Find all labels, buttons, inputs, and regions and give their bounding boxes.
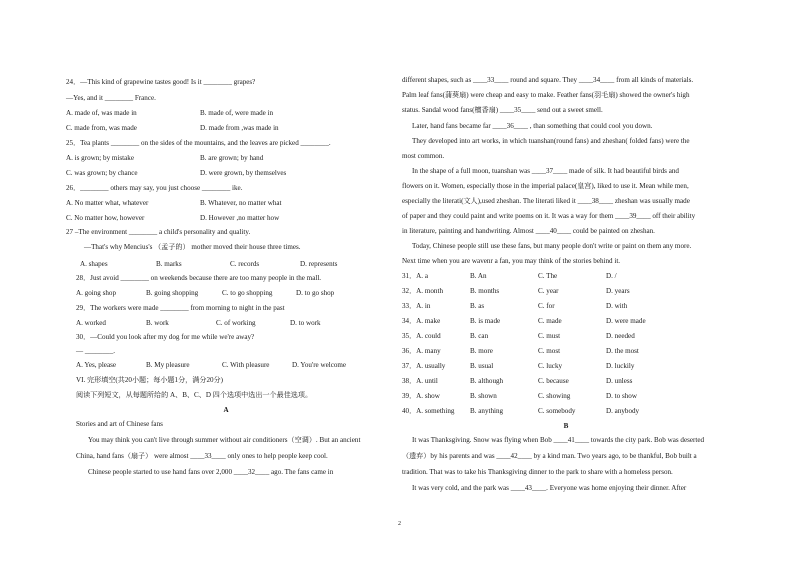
option-38-d[interactable]: D. unless xyxy=(606,377,633,385)
option-33-d[interactable]: D. with xyxy=(606,302,628,310)
option-37-c[interactable]: C. lucky xyxy=(538,362,563,370)
passage-b-heading: B xyxy=(563,422,569,430)
passage-b-line: It was Thanksgiving. Snow was flying when Bob ____41____ towards the city park. Bob was deserted xyxy=(412,436,705,444)
q26-option-a[interactable]: A. No matter what, whatever xyxy=(66,199,149,207)
option-38-c[interactable]: C. because xyxy=(538,377,569,385)
q29-option-a[interactable]: A. worked xyxy=(76,319,106,327)
passage-a-line: In the shape of a full moon, tuanshan was ____37____ made of silk. It had beautiful birds and xyxy=(412,167,679,175)
option-31-d[interactable]: D. / xyxy=(606,272,617,280)
option-35-b[interactable]: B. can xyxy=(470,332,489,340)
option-33-b[interactable]: B. as xyxy=(470,302,485,310)
option-40-d[interactable]: D. anybody xyxy=(606,407,640,415)
q25-stem: 25．Tea plants ________ on the sides of the mountains, and the leaves are picked ________. xyxy=(66,139,331,147)
option-36-b[interactable]: B. more xyxy=(470,347,493,355)
page-number: 2 xyxy=(398,521,401,527)
option-35-c[interactable]: C. must xyxy=(538,332,561,340)
passage-a-line: Later, hand fans became far ____36____ , than something that could cool you down. xyxy=(412,122,653,130)
q28-stem: 28．Just avoid ________ on weekends because there are too many people in the mall. xyxy=(76,274,322,282)
passage-b-line: tradition. That was to take his Thanksgiving dinner to the park to share with a homeless person. xyxy=(402,468,673,476)
q27-reply: —That's why Mencius's （孟子的） mother moved their house three times. xyxy=(84,243,301,251)
options-row-38 xyxy=(402,377,730,389)
passage-a-line: They developed into art works, in which tuanshan(round fans) and zheshan( folded fans) were the xyxy=(412,137,690,145)
options-row-36 xyxy=(402,347,730,359)
options-row-34 xyxy=(402,317,730,329)
q24-option-a[interactable]: A. made of, was made in xyxy=(66,109,137,117)
q29-stem: 29．The workers were made ________ from morning to night in the past xyxy=(76,304,285,312)
option-34-b[interactable]: B. is made xyxy=(470,317,501,325)
option-40-b[interactable]: B. anything xyxy=(470,407,504,415)
q26-option-d[interactable]: D. However ,no matter how xyxy=(200,214,280,222)
q24-option-d[interactable]: D. made from ,was made in xyxy=(200,124,279,132)
passage-a-line: most common. xyxy=(402,152,445,160)
option-36-a[interactable]: 36．A. many xyxy=(402,347,441,355)
option-39-d[interactable]: D. to show xyxy=(606,392,637,400)
option-38-b[interactable]: B. although xyxy=(470,377,504,385)
options-row-32 xyxy=(402,287,730,299)
passage-a-line: Chinese people started to use hand fans over 2,000 ____32____ ago. The fans came in xyxy=(88,468,334,476)
option-35-d[interactable]: D. needed xyxy=(606,332,635,340)
passage-a-line: flowers on it. Women, especially those in the imperial palace(皇宫), liked to use it. Mean while men, xyxy=(402,182,689,190)
option-36-c[interactable]: C. most xyxy=(538,347,561,355)
option-39-b[interactable]: B. shown xyxy=(470,392,497,400)
option-37-b[interactable]: B. usual xyxy=(470,362,494,370)
options-row-40 xyxy=(402,407,730,419)
q30-stem: 30．—Could you look after my dog for me while we're away? xyxy=(76,333,255,341)
option-34-c[interactable]: C. made xyxy=(538,317,562,325)
q30-option-a[interactable]: A. Yes, please xyxy=(76,361,116,369)
q30-option-b[interactable]: B. My pleasure xyxy=(146,361,190,369)
option-40-a[interactable]: 40．A. something xyxy=(402,407,455,415)
q30-option-c[interactable]: C. With pleasure xyxy=(222,361,270,369)
q28-option-b[interactable]: B. going shopping xyxy=(146,289,199,297)
option-32-a[interactable]: 32．A. month xyxy=(402,287,443,295)
passage-a-heading: A xyxy=(223,406,229,414)
option-32-b[interactable]: B. months xyxy=(470,287,500,295)
q24-option-c[interactable]: C. made from, was made xyxy=(66,124,137,132)
passage-b-line: （遗弃）by his parents and was ____42____ by a kind man. Two years ago, to be thankful, Bob built a xyxy=(402,452,697,460)
option-36-d[interactable]: D. the most xyxy=(606,347,639,355)
q25-option-c[interactable]: C. was grown; by chance xyxy=(66,169,138,177)
options-row-35 xyxy=(402,332,730,344)
options-row-31 xyxy=(402,272,730,284)
option-34-a[interactable]: 34．A. make xyxy=(402,317,441,325)
q28-option-c[interactable]: C. to go shopping xyxy=(222,289,273,297)
q30-option-d[interactable]: D. You're welcome xyxy=(292,361,347,369)
passage-b-line: It was very cold, and the park was ____43____. Everyone was home enjoying their dinner. After xyxy=(412,484,687,492)
option-39-c[interactable]: C. showing xyxy=(538,392,571,400)
section-vi-instructions: 阅读下列短文，从每题所给的 A、B、C、D 四个选项中选出一个最佳选项。 xyxy=(76,391,313,399)
passage-a-line: Next time when you are wavenr a fan, you may think of the stories behind it. xyxy=(402,257,621,265)
q27-option-c[interactable]: C. records xyxy=(230,260,260,268)
option-31-b[interactable]: B. An xyxy=(470,272,487,280)
option-32-d[interactable]: D. years xyxy=(606,287,630,295)
option-39-a[interactable]: 39．A. show xyxy=(402,392,440,400)
q27-option-a[interactable]: A. shapes xyxy=(80,260,108,268)
q25-option-d[interactable]: D. were grown, by themselves xyxy=(200,169,287,177)
passage-a-line: of paper and they could paint and write poems on it. It was a way for them ____39____ off their ability xyxy=(402,212,696,220)
q29-option-d[interactable]: D. to work xyxy=(290,319,321,327)
q27-stem: 27 –The environment ________ a child's personality and quality. xyxy=(66,228,251,236)
passage-a-line: Today, Chinese people still use these fans, but many people don't write or paint on them any more. xyxy=(412,242,692,250)
options-row-37 xyxy=(402,362,730,374)
q28-option-d[interactable]: D. to go shop xyxy=(296,289,335,297)
section-vi-title: VI. 完形填空(共20小题；每小题1分，满分20分) xyxy=(76,376,223,384)
q30-reply: — ________. xyxy=(76,347,116,355)
option-34-d[interactable]: D. were made xyxy=(606,317,646,325)
option-31-c[interactable]: C. The xyxy=(538,272,558,280)
q26-option-c[interactable]: C. No matter how, however xyxy=(66,214,145,222)
passage-a-line: You may think you can't live through summer without air conditioners（空调）. But an ancient xyxy=(88,436,361,444)
q26-option-b[interactable]: B. Whatever, no matter what xyxy=(200,199,282,207)
option-31-a[interactable]: 31．A. a xyxy=(402,272,429,280)
passage-a-line: status. Sandal wood fans(檀香扇) ____35____ send out a sweet smell. xyxy=(402,106,603,114)
q26-stem: 26．________ others may say, you just choose ________ ike. xyxy=(66,184,243,192)
passage-a-line: in literature, painting and handwriting. Almost ____40____ could be painted on zheshan. xyxy=(402,227,655,235)
passage-a-title: Stories and art of Chinese fans xyxy=(76,420,163,428)
option-37-a[interactable]: 37．A. usually xyxy=(402,362,446,370)
q24-option-b[interactable]: B. made of, were made in xyxy=(200,109,274,117)
option-35-a[interactable]: 35．A. could xyxy=(402,332,441,340)
passage-a-line: different shapes, such as ____33____ round and square. They ____34____ from all kinds of materials. xyxy=(402,76,694,84)
q27-option-d[interactable]: D. represents xyxy=(300,260,338,268)
q29-option-b[interactable]: B. work xyxy=(146,319,169,327)
passage-a-line: China, hand fans（扇子） were almost ____33____ only ones to help people keep cool. xyxy=(76,452,328,460)
q24-stem: 24．—This kind of grapewine tastes good! Is it ________ grapes? xyxy=(66,78,256,86)
q25-option-b[interactable]: B. are grown; by hand xyxy=(200,154,264,162)
option-37-d[interactable]: D. luckily xyxy=(606,362,635,370)
option-38-a[interactable]: 38．A. until xyxy=(402,377,438,385)
q27-option-b[interactable]: B. marks xyxy=(156,260,182,268)
q24-reply: —Yes, and it ________ France. xyxy=(66,94,156,102)
q29-option-c[interactable]: C. of working xyxy=(216,319,256,327)
q25-option-a[interactable]: A. is grown; by mistake xyxy=(66,154,134,162)
passage-a-line: Palm leaf fans(蒲葵扇) were cheap and easy to make. Feather fans(羽毛扇) showed the owner's high xyxy=(402,91,690,99)
option-33-c[interactable]: C. for xyxy=(538,302,555,310)
q28-option-a[interactable]: A. going shop xyxy=(76,289,117,297)
option-40-c[interactable]: C. somebody xyxy=(538,407,576,415)
options-row-33 xyxy=(402,302,730,314)
passage-a-line: especially the literati(文人),used zheshan. The literati liked it ____38____ zheshan was usually made xyxy=(402,197,690,205)
option-32-c[interactable]: C. year xyxy=(538,287,559,295)
option-33-a[interactable]: 33．A. in xyxy=(402,302,431,310)
options-row-39 xyxy=(402,392,730,404)
